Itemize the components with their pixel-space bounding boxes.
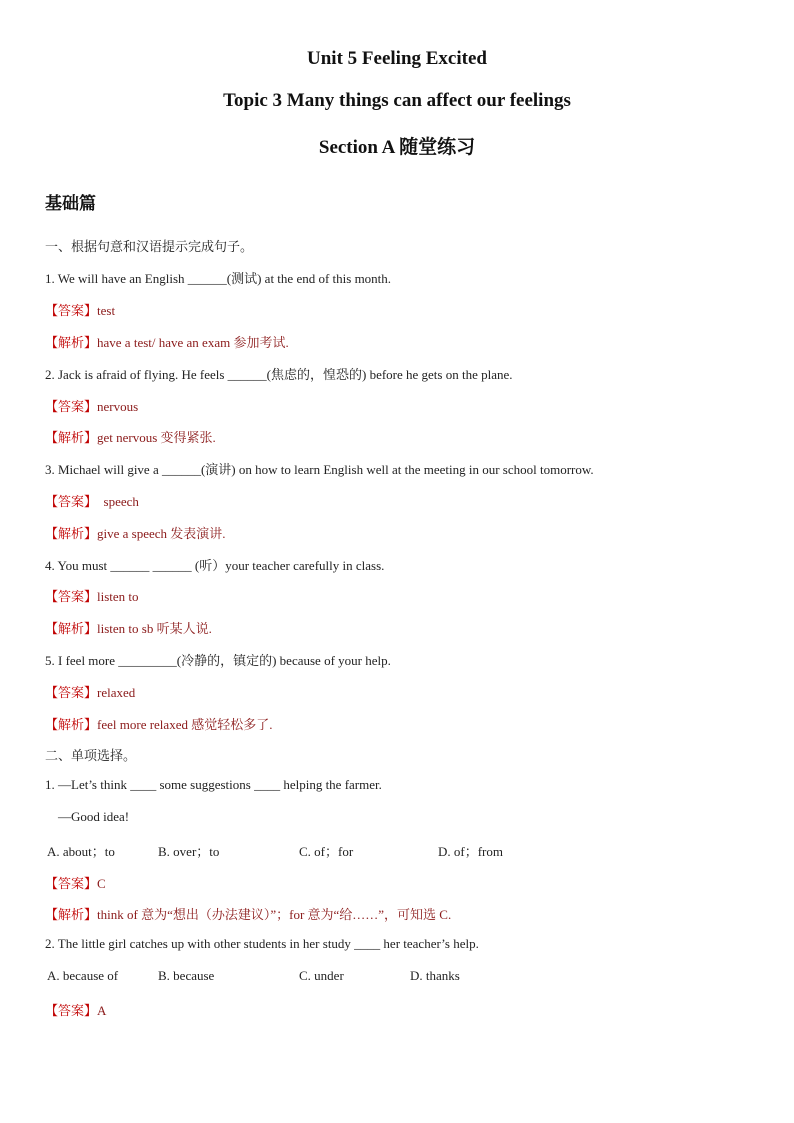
analysis-text: think of 意为“想出（办法建议）”；for 意为“给……”，可知选 C. (97, 907, 452, 922)
answer-text: test (97, 303, 116, 318)
analysis-4 (45, 618, 212, 637)
answer-5 (45, 682, 135, 701)
section-title: Section A 随堂练习 (318, 137, 476, 158)
analysis-3 (45, 523, 226, 542)
analysis-5 (45, 714, 272, 733)
answer-text: A (97, 1003, 107, 1018)
answer-4 (45, 586, 139, 605)
mc-reply-1: —Good idea! (58, 809, 130, 824)
question-5: 5. I feel more _________(冷静的，镇定的) because of your help. (45, 653, 391, 668)
mc1-option-d: D. of；from (438, 844, 503, 859)
analysis-2 (45, 427, 216, 446)
analysis-tag: 【解析】 (45, 621, 98, 636)
answer-tag: 【答案】 (45, 589, 98, 604)
mc-answer-2 (45, 1000, 106, 1019)
mc1-option-a: A. about；to (47, 844, 115, 859)
analysis-tag: 【解析】 (45, 526, 98, 541)
answer-tag: 【答案】 (45, 876, 98, 891)
analysis-text: get nervous 变得紧张. (97, 430, 216, 445)
answer-text: relaxed (97, 685, 136, 700)
analysis-text: feel more relaxed 感觉轻松多了. (97, 717, 273, 732)
answer-tag: 【答案】 (45, 1003, 98, 1018)
unit-title: Unit 5 Feeling Excited (307, 48, 487, 69)
answer-text: C (97, 876, 106, 891)
mc-answer-1 (45, 873, 106, 892)
answer-text: speech (97, 494, 139, 509)
mc2-option-a: A. because of (47, 968, 119, 983)
mc1-option-c: C. of；for (299, 844, 354, 859)
question-4: 4. You must ______ ______ (听）your teacher carefully in class. (45, 558, 385, 573)
answer-tag: 【答案】 (45, 494, 98, 509)
answer-3 (45, 491, 139, 510)
answer-tag: 【答案】 (45, 303, 98, 318)
mc2-option-c: C. under (299, 968, 344, 983)
mc-question-2: 2. The little girl catches up with other students in her study ____ her teacher’s help. (45, 936, 479, 951)
answer-text: nervous (97, 399, 139, 414)
mc1-option-b: B. over；to (158, 844, 220, 859)
analysis-text: listen to sb 听某人说. (97, 621, 212, 636)
topic-title: Topic 3 Many things can affect our feelings (223, 90, 571, 111)
basic-label: 基础篇 (45, 194, 96, 213)
answer-text: listen to (97, 589, 139, 604)
question-1: 1. We will have an English ______(测试) at the end of this month. (45, 271, 392, 286)
part2-heading: 二、单项选择。 (45, 748, 137, 763)
analysis-text: give a speech 发表演讲. (97, 526, 226, 541)
analysis-tag: 【解析】 (45, 430, 98, 445)
answer-tag: 【答案】 (45, 685, 98, 700)
mc2-option-b: B. because (158, 968, 215, 983)
answer-2 (45, 396, 138, 415)
analysis-1 (45, 332, 289, 351)
mc-analysis-1 (45, 904, 451, 923)
answer-1 (45, 300, 115, 319)
question-2: 2. Jack is afraid of flying. He feels ______(焦虑的，惶恐的) before he gets on the plane. (45, 367, 513, 382)
mc-question-1: 1. —Let’s think ____ some suggestions ____ helping the farmer. (45, 777, 382, 792)
answer-tag: 【答案】 (45, 399, 98, 414)
analysis-tag: 【解析】 (45, 717, 98, 732)
question-3: 3. Michael will give a ______(演讲) on how to learn English well at the meeting in our school tomorrow. (45, 462, 594, 477)
mc2-option-d: D. thanks (410, 968, 460, 983)
analysis-tag: 【解析】 (45, 335, 98, 350)
part1-heading: 一、根据句意和汉语提示完成句子。 (45, 239, 254, 254)
analysis-tag: 【解析】 (45, 907, 98, 922)
analysis-text: have a test/ have an exam 参加考试. (97, 335, 289, 350)
